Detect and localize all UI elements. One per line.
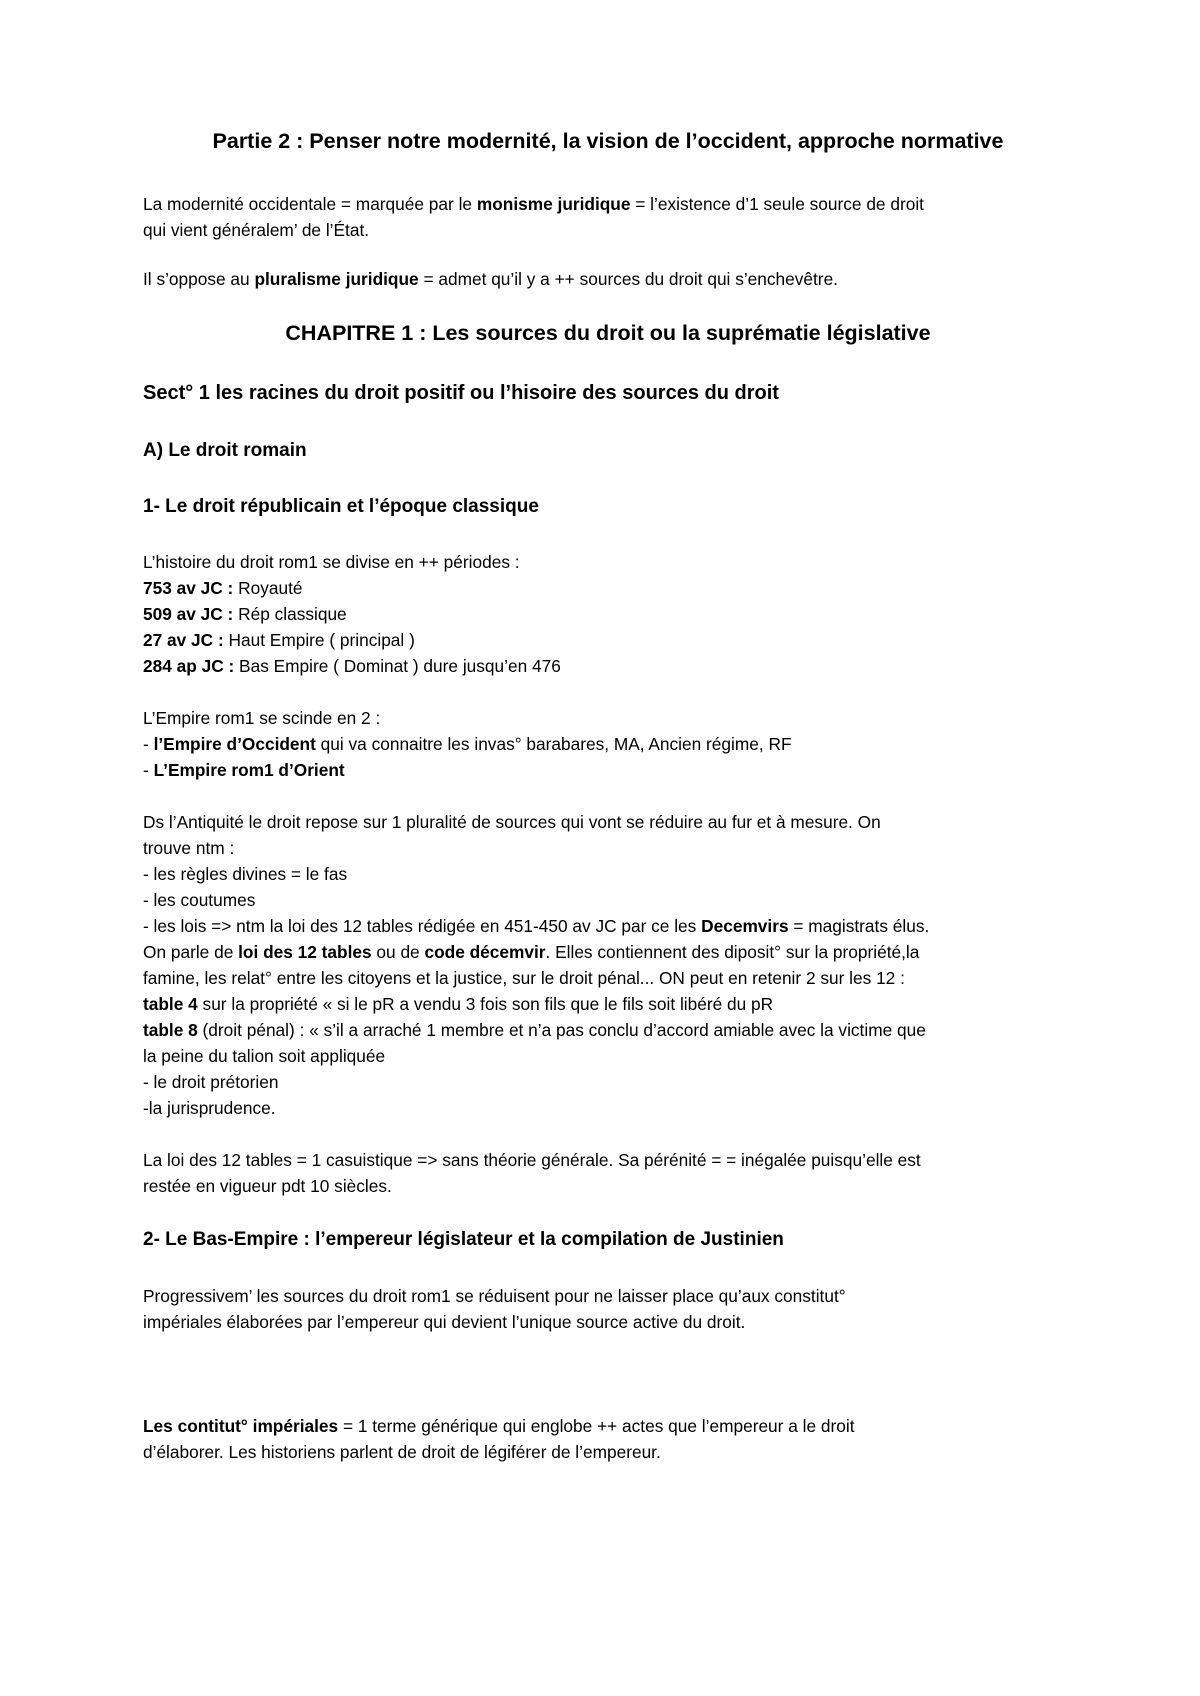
period-item: 753 av JC : Royauté bbox=[143, 578, 303, 598]
period-item: 284 ap JC : Bas Empire ( Dominat ) dure jusqu’en 476 bbox=[143, 656, 561, 676]
antiquity-line: la peine du talion soit appliquée bbox=[143, 1046, 386, 1066]
part2-title: 2- Le Bas-Empire : l’empereur législateur et la compilation de Justinien bbox=[143, 1229, 784, 1250]
split-west: - l’Empire d’Occident qui va connaitre les invas° barabares, MA, Ancien régime, RF bbox=[143, 734, 792, 754]
casuistique-line: restée en vigueur pdt 10 siècles. bbox=[143, 1176, 392, 1196]
intro-line-1: La modernité occidentale = marquée par le monisme juridique = l’existence d’1 seule source de droit bbox=[143, 194, 924, 214]
antiquity-line: - les règles divines = le fas bbox=[143, 864, 348, 884]
split-east: - L’Empire rom1 d’Orient bbox=[143, 760, 345, 780]
part1-title: 1- Le droit républicain et l’époque classique bbox=[143, 496, 539, 517]
antiquity-line: - les lois => ntm la loi des 12 tables rédigée en 451-450 av JC par ce les Decemvirs = magistrats élus. bbox=[143, 916, 930, 936]
subsection-title: A) Le droit romain bbox=[143, 440, 307, 461]
chapter-title: CHAPITRE 1 : Les sources du droit ou la suprématie législative bbox=[285, 321, 931, 345]
constitut-line: Les contitut° impériales = 1 terme générique qui englobe ++ actes que l’empereur a le droit bbox=[143, 1416, 855, 1436]
constitut-line: d’élaborer. Les historiens parlent de droit de légiférer de l’empereur. bbox=[143, 1442, 661, 1462]
progressive-line: impériales élaborées par l’empereur qui devient l’unique source active du droit. bbox=[143, 1312, 746, 1332]
intro-line-2: qui vient généralem’ de l’État. bbox=[143, 220, 370, 240]
periods-intro: L’histoire du droit rom1 se divise en ++ périodes : bbox=[143, 552, 520, 572]
page-title: Partie 2 : Penser notre modernité, la vision de l’occident, approche normative bbox=[212, 129, 1004, 153]
section-title: Sect° 1 les racines du droit positif ou l’hisoire des sources du droit bbox=[143, 382, 779, 404]
antiquity-line: trouve ntm : bbox=[143, 838, 235, 858]
antiquity-line: famine, les relat° entre les citoyens et la justice, sur le droit pénal... ON peut en retenir 2 sur les 12 : bbox=[143, 968, 905, 988]
casuistique-line: La loi des 12 tables = 1 casuistique => sans théorie générale. Sa pérénité = = inégalée puisqu’elle est bbox=[143, 1150, 921, 1170]
antiquity-line: Ds l’Antiquité le droit repose sur 1 pluralité de sources qui vont se réduire au fur et à mesure. On bbox=[143, 812, 881, 832]
period-item: 509 av JC : Rép classique bbox=[143, 604, 347, 624]
antiquity-line: - les coutumes bbox=[143, 890, 256, 910]
split-intro: L’Empire rom1 se scinde en 2 : bbox=[143, 708, 381, 728]
intro-line-3: Il s’oppose au pluralisme juridique = admet qu’il y a ++ sources du droit qui s’enchevêtre. bbox=[143, 269, 838, 289]
antiquity-line: table 8 (droit pénal) : « s’il a arraché 1 membre et n’a pas conclu d’accord amiable avec la victime que bbox=[143, 1020, 926, 1040]
antiquity-line: -la jurisprudence. bbox=[143, 1098, 276, 1118]
antiquity-line: - le droit prétorien bbox=[143, 1072, 279, 1092]
progressive-line: Progressivem’ les sources du droit rom1 se réduisent pour ne laisser place qu’aux constitut° bbox=[143, 1286, 846, 1306]
period-item: 27 av JC : Haut Empire ( principal ) bbox=[143, 630, 415, 650]
antiquity-line: table 4 sur la propriété « si le pR a vendu 3 fois son fils que le fils soit libéré du pR bbox=[143, 994, 774, 1014]
antiquity-line: On parle de loi des 12 tables ou de code décemvir. Elles contiennent des diposit° sur la propriété,la bbox=[143, 942, 920, 962]
